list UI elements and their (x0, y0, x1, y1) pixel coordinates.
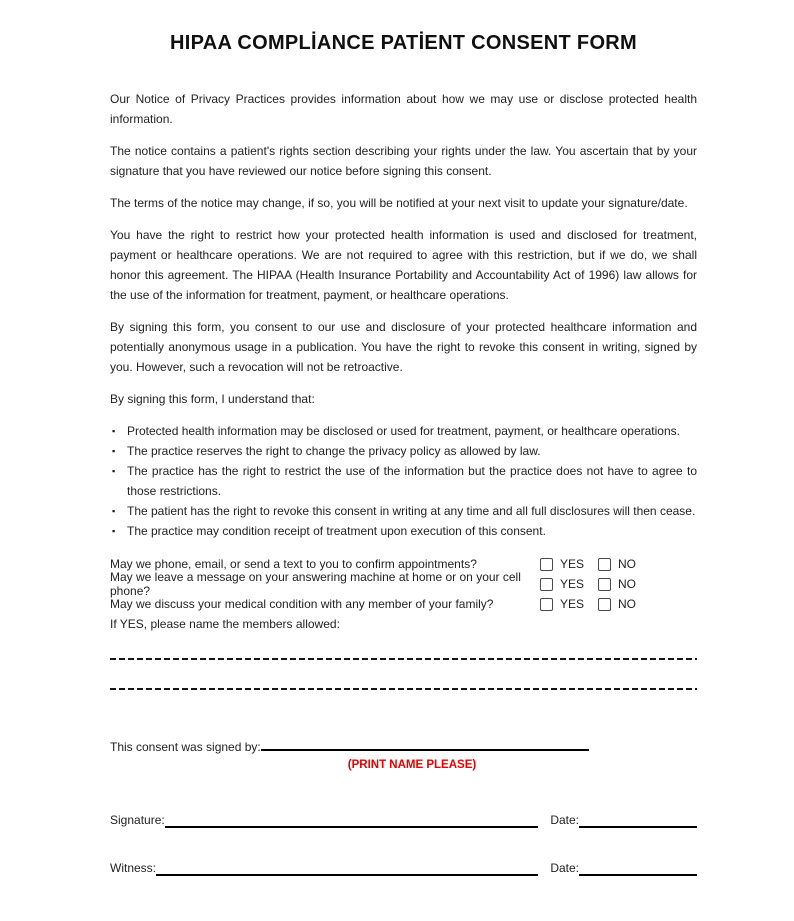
signature-row (110, 813, 697, 828)
witness-date-line[interactable] (579, 869, 697, 876)
signed-by-line[interactable] (261, 744, 589, 751)
question-text: May we phone, email, or send a text to you to confirm appointments? (110, 557, 477, 571)
signature-line[interactable] (165, 821, 539, 828)
understand-intro: By signing this form, I understand that: (110, 392, 315, 406)
print-name-note: (PRINT NAME PLEASE) (347, 759, 477, 771)
no-checkbox[interactable] (598, 578, 611, 591)
consent-questions (110, 554, 697, 634)
yes-checkbox[interactable] (540, 558, 553, 571)
list-item: ▪ The practice reserves the right to change the privacy policy as allowed by law. (110, 441, 697, 461)
list-item: ▪ The patient has the right to revoke this consent in writing at any time and all full disclosures will then cease. (110, 501, 697, 521)
witness-label: Witness: (110, 861, 157, 875)
no-label: NO (618, 557, 636, 571)
if-yes-label: If YES, please name the members allowed: (110, 617, 340, 631)
signed-by-label: This consent was signed by: (110, 740, 261, 754)
paragraph-patient-rights: The notice contains a patient's rights section describing your rights under the law. You ascertain that by your signature that you have reviewed our notice before signing this consent. (110, 144, 697, 178)
no-option (598, 597, 656, 611)
list-item: ▪ The practice may condition receipt of treatment upon execution of this consent. (110, 521, 697, 541)
no-label: NO (618, 577, 636, 591)
witness-row (110, 861, 697, 876)
members-allowed-line-1[interactable] (110, 658, 697, 660)
no-label: NO (618, 597, 636, 611)
yes-label: YES (560, 557, 585, 571)
yes-checkbox[interactable] (540, 598, 553, 611)
date-label: Date: (550, 813, 579, 827)
list-item: ▪ Protected health information may be disclosed or used for treatment, payment, or healthcare operations. (110, 421, 697, 441)
list-item: ▪ The practice has the right to restrict the use of the information but the practice does not have to agree to those restrictions. (110, 461, 697, 501)
yes-option (540, 577, 598, 591)
yes-option (540, 557, 598, 571)
signature-date-line[interactable] (579, 821, 697, 828)
yes-option (540, 597, 598, 611)
yes-label: YES (560, 577, 585, 591)
yes-checkbox[interactable] (540, 578, 553, 591)
no-option (598, 577, 656, 591)
question-row-message (110, 570, 697, 598)
date-label: Date: (550, 861, 579, 875)
paragraph-terms-change: The terms of the notice may change, if so, you will be notified at your next visit to update your signature/date. (110, 196, 688, 210)
understanding-list (110, 421, 697, 541)
no-option (598, 557, 656, 571)
signature-label: Signature: (110, 813, 165, 827)
question-text: May we discuss your medical condition with any member of your family? (110, 597, 494, 611)
members-allowed-line-2[interactable] (110, 688, 697, 690)
no-checkbox[interactable] (598, 558, 611, 571)
yes-label: YES (560, 597, 585, 611)
question-row-family (110, 594, 697, 614)
paragraph-privacy-notice: Our Notice of Privacy Practices provides information about how we may use or disclose protected health information. (110, 92, 697, 126)
paragraph-right-to-restrict: You have the right to restrict how your protected health information is used and disclosed for treatment, payment or healthcare operations. We are not required to agree with this restriction, but if we do, we shall honor this agreement. The HIPAA (Health Insurance Portability and Accountability Act of 1996) law allows for the use of the information for treatment, payment, or healthcare operations. (110, 228, 697, 302)
no-checkbox[interactable] (598, 598, 611, 611)
form-title: HIPAA COMPLİANCE PATİENT CONSENT FORM (169, 32, 638, 54)
signed-by-row (110, 740, 697, 754)
paragraph-consent-disclosure: By signing this form, you consent to our use and disclosure of your protected healthcare information and potentially anonymous usage in a publication. You have the right to revoke this consent in writing, signed by you. However, such a revocation will not be retroactive. (110, 320, 697, 374)
witness-line[interactable] (156, 869, 538, 876)
question-text: May we leave a message on your answering machine at home or on your cell phone? (110, 570, 521, 598)
